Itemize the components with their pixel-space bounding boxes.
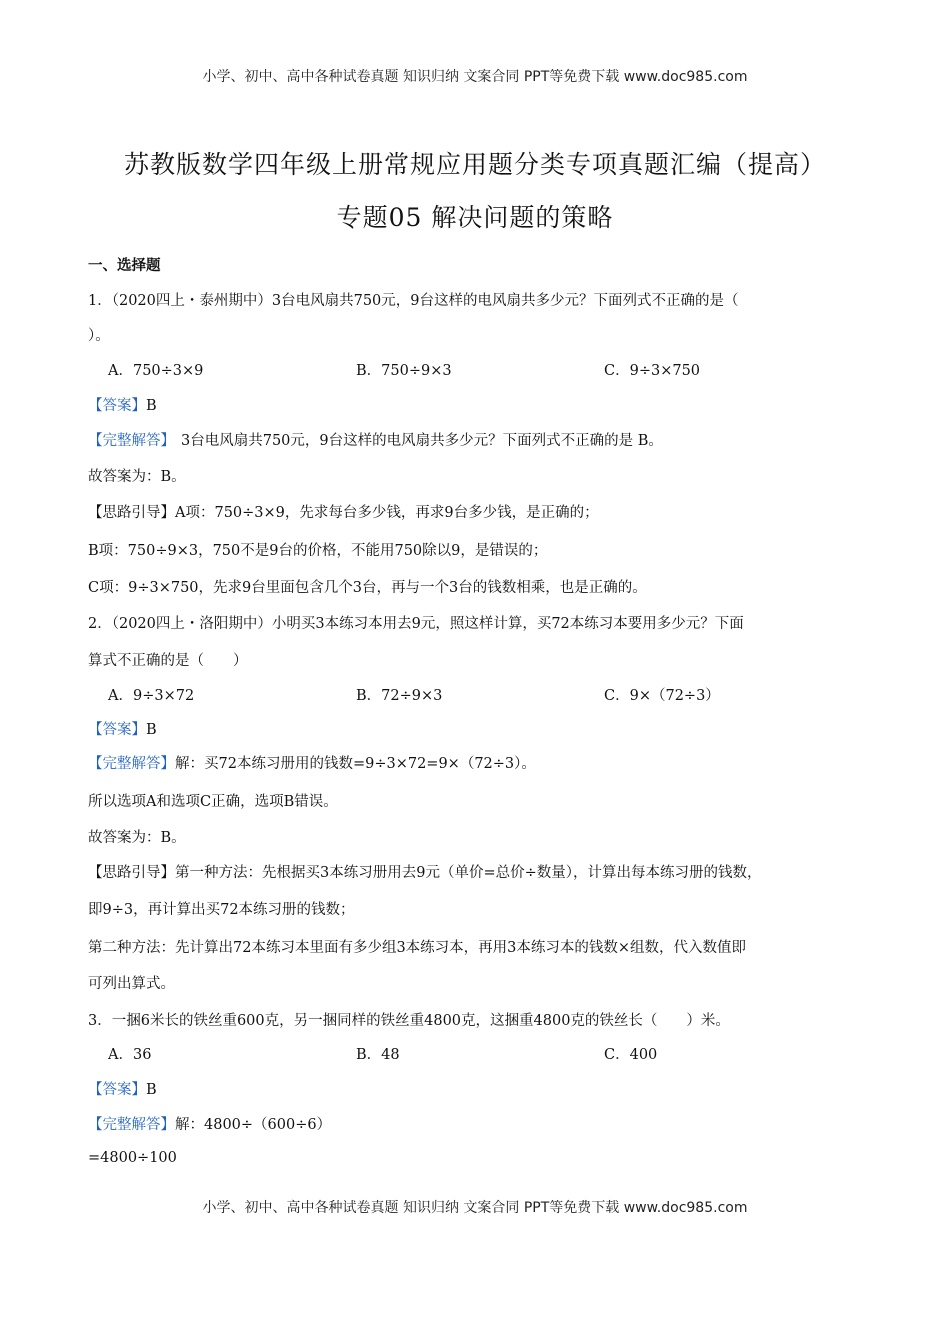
document-subtitle: 专题05 解决问题的策略 xyxy=(336,203,614,232)
q3-stem: 3．一捆6米长的铁丝重600克，另一捆同样的铁丝重4800克，这捆重4800克的铁丝长（ ）米。 xyxy=(88,1013,730,1029)
hint-tag: 【思路引导】 xyxy=(88,505,175,521)
q1-hint-text: A项：750÷3×9，先求每台多少钱，再求9台多少钱，是正确的； xyxy=(175,505,599,521)
q3-solution-text: 解：4800÷（600÷6） xyxy=(175,1117,332,1133)
q2-option-a: A．9÷3×72 xyxy=(108,688,195,704)
document-title: 苏教版数学四年级上册常规应用题分类专项真题汇编（提高） xyxy=(123,150,826,179)
q1-answer-value: B xyxy=(146,398,157,414)
q2-option-c: C．9×（72÷3） xyxy=(604,688,720,704)
q1-conclusion: 故答案为：B。 xyxy=(88,469,186,485)
solution-tag: 【完整解答】 xyxy=(88,756,175,772)
q1-option-a: A．750÷3×9 xyxy=(108,363,204,379)
q2-stem-line2: 算式不正确的是（ ） xyxy=(88,653,248,669)
hint-tag: 【思路引导】 xyxy=(88,865,175,881)
q2-stem-line1: 2．（2020四上・洛阳期中）小明买3本练习本用去9元，照这样计算，买72本练习本要用多少元？下面 xyxy=(88,616,744,632)
section-heading: 一、选择题 xyxy=(88,258,161,274)
q2-hint-line4: 可列出算式。 xyxy=(88,976,175,992)
q1-solution xyxy=(88,429,663,450)
page-footer: 小学、初中、高中各种试卷真题 知识归纳 文案合同 PPT等免费下载 www.doc985.com xyxy=(202,1200,748,1216)
q2-option-b: B．72÷9×3 xyxy=(356,688,443,704)
q1-option-c: C．9÷3×750 xyxy=(604,363,701,379)
q1-hint-line1 xyxy=(88,501,599,522)
solution-tag: 【完整解答】 xyxy=(88,433,175,449)
q1-option-b: B．750÷9×3 xyxy=(356,363,452,379)
q2-solution-text: 解：买72本练习册用的钱数=9÷3×72=9×（72÷3）。 xyxy=(175,756,536,772)
q3-option-b: B．48 xyxy=(356,1047,400,1063)
answer-tag: 【答案】 xyxy=(88,722,146,738)
q1-stem-line2: ）。 xyxy=(88,328,110,344)
q2-solution-line2: 所以选项A和选项C正确，选项B错误。 xyxy=(88,794,338,810)
q2-conclusion: 故答案为：B。 xyxy=(88,830,186,846)
q1-answer xyxy=(88,394,157,415)
q3-answer-value: B xyxy=(146,1082,157,1098)
answer-tag: 【答案】 xyxy=(88,398,146,414)
q1-hint-line2: B项：750÷9×3，750不是9台的价格，不能用750除以9，是错误的； xyxy=(88,543,548,559)
q3-answer xyxy=(88,1078,157,1099)
q2-hint-text: 第一种方法：先根据买3本练习册用去9元（单价=总价÷数量），计算出每本练习册的钱数， xyxy=(175,865,762,881)
q1-hint-line3: C项：9÷3×750，先求9台里面包含几个3台，再与一个3台的钱数相乘，也是正确的。 xyxy=(88,580,647,596)
q3-solution-step2: =4800÷100 xyxy=(88,1150,177,1166)
q1-stem-line1: 1．（2020四上・泰州期中）3台电风扇共750元，9台这样的电风扇共多少元？下面列式不正确的是（ xyxy=(88,293,739,309)
q2-answer xyxy=(88,718,157,739)
page-header: 小学、初中、高中各种试卷真题 知识归纳 文案合同 PPT等免费下载 www.doc985.com xyxy=(202,69,748,85)
q2-hint-line1 xyxy=(88,861,762,882)
q2-hint-line2: 即9÷3，再计算出买72本练习册的钱数； xyxy=(88,902,355,918)
q2-hint-line3: 第二种方法：先计算出72本练习本里面有多少组3本练习本，再用3本练习本的钱数×组数，代入数值即 xyxy=(88,940,747,956)
q2-solution xyxy=(88,752,536,773)
q3-solution xyxy=(88,1113,331,1134)
solution-tag: 【完整解答】 xyxy=(88,1117,175,1133)
q3-option-c: C．400 xyxy=(604,1047,658,1063)
q1-solution-text: 3台电风扇共750元，9台这样的电风扇共多少元？下面列式不正确的是 B。 xyxy=(181,433,663,449)
answer-tag: 【答案】 xyxy=(88,1082,146,1098)
q3-option-a: A．36 xyxy=(108,1047,152,1063)
q2-answer-value: B xyxy=(146,722,157,738)
